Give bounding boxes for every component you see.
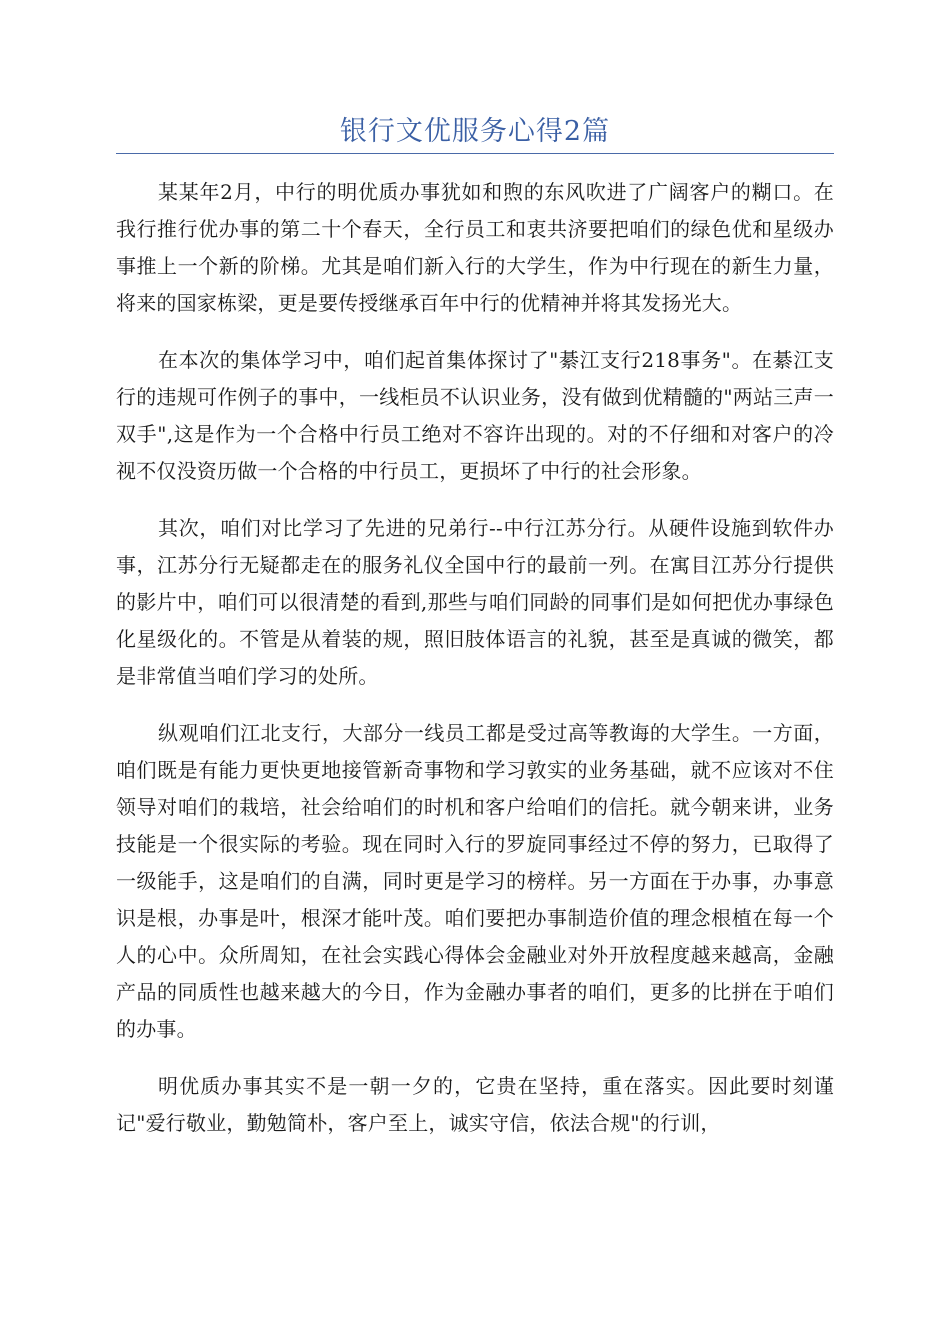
title-underline-divider	[116, 153, 834, 154]
paragraph-5: 明优质办事其实不是一朝一夕的，它贵在坚持，重在落实。因此要时刻谨记"爱行敬业，勤勉简朴，客户至上，诚实守信，依法合规"的行训，	[116, 1074, 834, 1135]
paragraph-2: 在本次的集体学习中，咱们起首集体探讨了"綦江支行218事务"。在綦江支行的违规可作例子的事中，一线柜员不认识业务，没有做到优精髓的"两站三声一双手",这是作为一个合格中行员工绝对不容许出现的。对的不仔细和对客户的冷视不仅没资历做一个合格的中行员工，更损坏了中行的社会形象。	[116, 348, 834, 483]
document-title: 银行文优服务心得2篇	[339, 116, 611, 147]
document-body	[116, 174, 834, 1162]
paragraph-1: 某某年2月，中行的明优质办事犹如和煦的东风吹进了广阔客户的糊口。在我行推行优办事的第二十个春天，全行员工和衷共济要把咱们的绿色优和星级办事推上一个新的阶梯。尤其是咱们新入行的大学生，作为中行现在的新生力量，将来的国家栋梁，更是要传授继承百年中行的优精神并将其发扬光大。	[116, 180, 834, 315]
paragraph-3: 其次，咱们对比学习了先进的兄弟行--中行江苏分行。从硬件设施到软件办事，江苏分行无疑都走在的服务礼仪全国中行的最前一列。在寓目江苏分行提供的影片中，咱们可以很清楚的看到,那些与咱们同龄的同事们是如何把优办事绿色化星级化的。不管是从着装的规，照旧肢体语言的礼貌，甚至是真诚的微笑，都是非常值当咱们学习的处所。	[116, 516, 834, 688]
paragraph-4: 纵观咱们江北支行，大部分一线员工都是受过高等教诲的大学生。一方面，咱们既是有能力更快更地接管新奇事物和学习敦实的业务基础，就不应该对不住领导对咱们的栽培，社会给咱们的时机和客户给咱们的信托。就今朝来讲，业务技能是一个很实际的考验。现在同时入行的罗旋同事经过不停的努力，已取得了一级能手，这是咱们的自满，同时更是学习的榜样。另一方面在于办事，办事意识是根，办事是叶，根深才能叶茂。咱们要把办事制造价值的理念根植在每一个人的心中。众所周知，在社会实践心得体会金融业对外开放程度越来越高，金融产品的同质性也越来越大的今日，作为金融办事者的咱们，更多的比拼在于咱们的办事。	[116, 721, 834, 1041]
